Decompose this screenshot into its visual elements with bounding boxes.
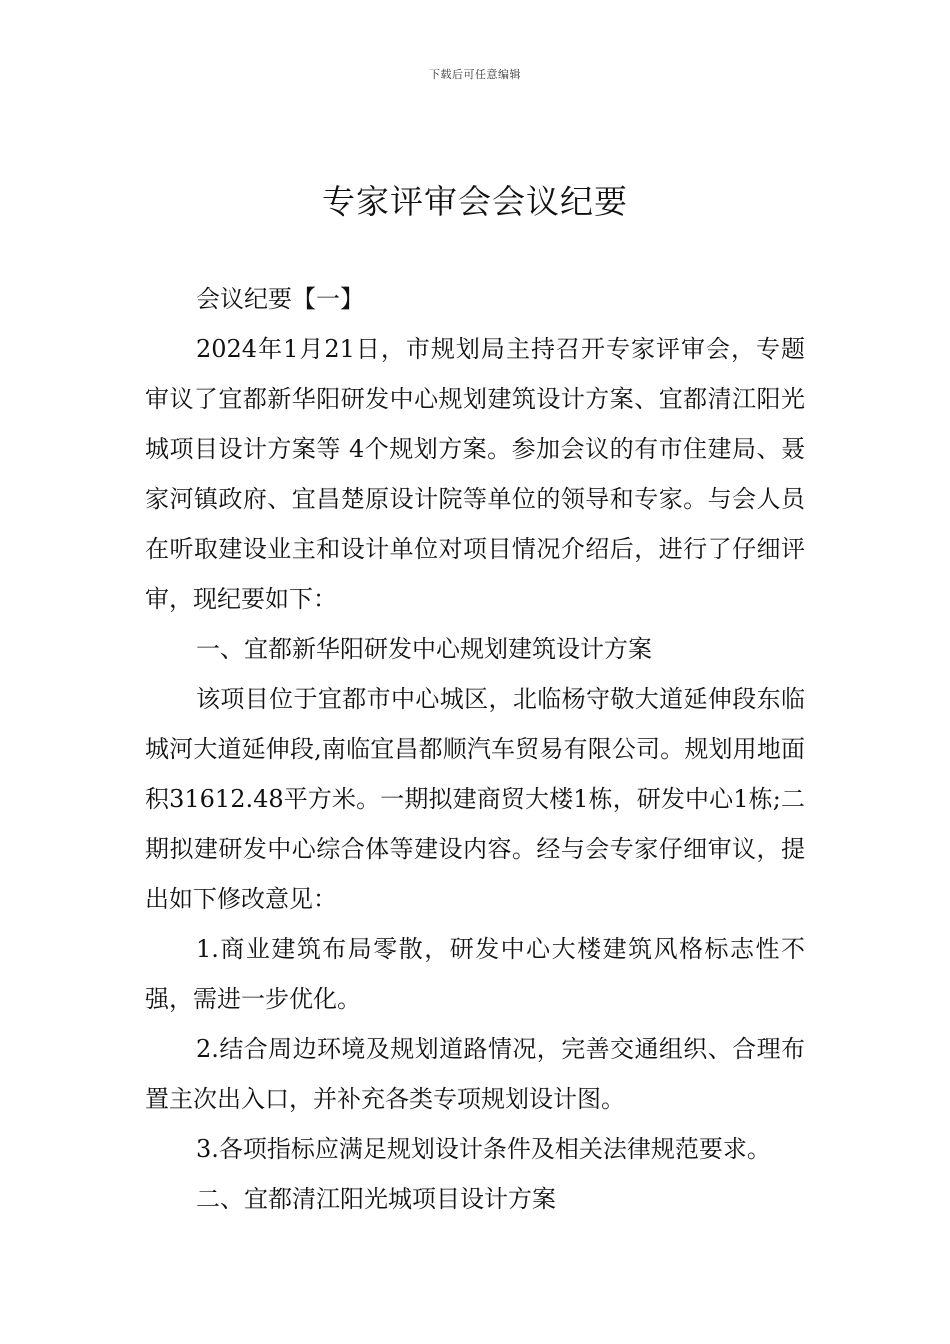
section-heading-1: 一、宜都新华阳研发中心规划建筑设计方案 <box>196 635 652 663</box>
section-1-paragraph: 该项目位于宜都市中心城区，北临杨守敬大道延伸段东临城河大道延伸段,南临宜昌都顺汽车贸易有限公司。规划用地面积31612.48平方米。一期拟建商贸大楼1栋，研发中心1栋;二期拟建研发中心综合体等建设内容。经与会专家仔细审议，提出如下修改意见： <box>145 685 805 913</box>
opinion-item-3: 3.各项指标应满足规划设计条件及相关法律规范要求。 <box>196 1135 771 1163</box>
header-note: 下载后可任意编辑 <box>429 68 521 81</box>
opinion-item-1: 1.商业建筑布局零散，研发中心大楼建筑风格标志性不强，需进一步优化。 <box>145 935 805 1013</box>
document-title: 专家评审会会议纪要 <box>322 182 628 221</box>
opinion-item-2: 2.结合周边环境及规划道路情况，完善交通组织、合理布置主次出入口，并补充各类专项规划设计图。 <box>145 1035 805 1113</box>
document-body <box>145 274 805 1224</box>
minutes-label: 会议纪要【一】 <box>196 285 364 313</box>
section-heading-2: 二、宜都清江阳光城项目设计方案 <box>196 1185 556 1213</box>
intro-paragraph: 2024年1月21日，市规划局主持召开专家评审会，专题审议了宜都新华阳研发中心规划建筑设计方案、宜都清江阳光城项目设计方案等 4个规划方案。参加会议的有市住建局、聂家河镇政府、宜昌楚原设计院等单位的领导和专家。与会人员在听取建设业主和设计单位对项目情况介绍后，进行了仔细评审，现纪要如下： <box>145 335 805 613</box>
